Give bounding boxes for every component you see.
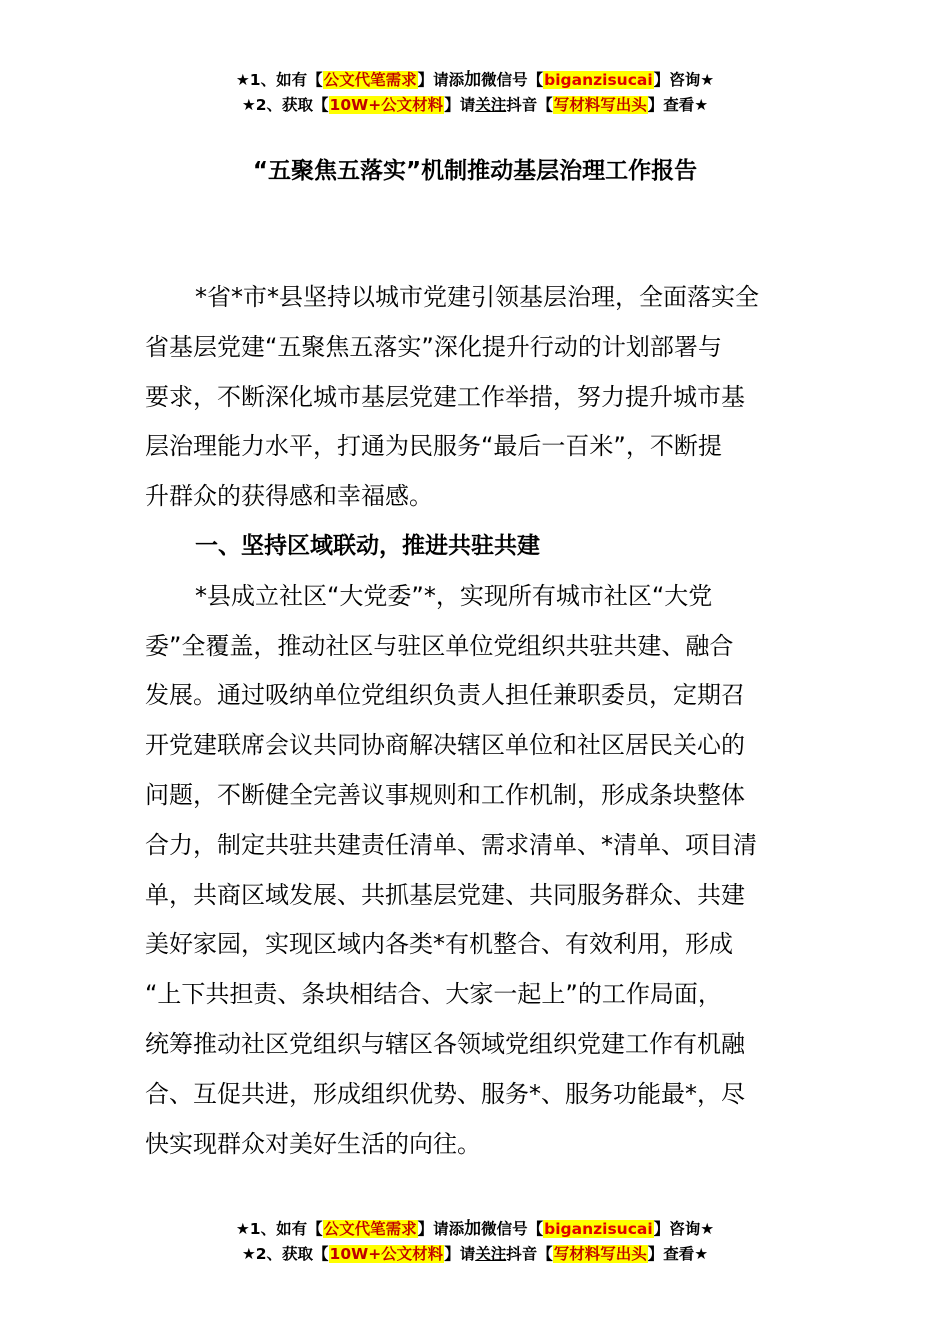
highlight-service: 公文代笔需求	[323, 71, 417, 89]
banner-text: 】请添	[417, 71, 465, 89]
banner-text: 】请	[444, 96, 476, 114]
banner-text: 】咨询★	[653, 71, 715, 89]
paragraph-line: 快实现群众对美好生活的向往。	[145, 1129, 481, 1158]
paragraph-line: “上下共担责、条块相结合、大家一起上”的工作局面，	[145, 980, 722, 1009]
paragraph-line: 单，共商区域发展、共抓基层党建、共同服务群众、共建	[145, 880, 745, 909]
paragraph-line: 美好家园，实现区域内各类*有机整合、有效利用，形成	[145, 930, 733, 959]
banner-text: 关注	[475, 96, 507, 114]
highlight-douyin: 写材料写出头	[553, 96, 647, 114]
paragraph-line: 问题，不断健全完善议事规则和工作机制，形成条块整体	[145, 780, 745, 809]
banner-text: ★2、获取【	[241, 1245, 329, 1263]
banner-text: 抖音【	[506, 1245, 553, 1263]
paragraph-line: *省*市*县坚持以城市党建引领基层治理，全面落实全	[195, 283, 759, 311]
paragraph-line: 发展。通过吸纳单位党组织负责人担任兼职委员，定期召	[145, 681, 745, 710]
banner-text: ★2、获取【	[241, 96, 329, 114]
highlight-materials: 10W+公文材料	[329, 1245, 444, 1263]
paragraph-line: 升群众的获得感和幸福感。	[145, 482, 433, 511]
highlight-materials: 10W+公文材料	[329, 96, 444, 114]
highlight-service: 公文代笔需求	[323, 1220, 417, 1238]
paragraph-line: *县成立社区“大党委”*，实现所有城市社区“大党	[195, 581, 713, 610]
paragraph-section1	[145, 572, 807, 1170]
banner-text: 微信号【	[481, 1220, 544, 1238]
paragraph-line: 合力，制定共驻共建责任清单、需求清单、*清单、项目清	[145, 830, 757, 859]
paragraph-intro	[145, 273, 807, 522]
banner-text: 抖音【	[506, 96, 553, 114]
paragraph-line: 层治理能力水平，打通为民服务“最后一百米”，不断提	[145, 432, 722, 461]
banner-line-1	[0, 1217, 950, 1242]
banner-text: 】请	[444, 1245, 476, 1263]
document-body	[145, 273, 807, 1169]
banner-line-1	[0, 68, 950, 93]
banner-text: ★1、如有【	[235, 71, 323, 89]
paragraph-line: 开党建联席会议共同协商解决辖区单位和社区居民关心的	[145, 731, 745, 760]
banner-text: 微信号【	[481, 71, 544, 89]
paragraph-line: 合、互促共进，形成组织优势、服务*、服务功能最*，尽	[145, 1079, 745, 1108]
paragraph-line: 统筹推动社区党组织与辖区各领域党组织党建工作有机融	[145, 1029, 745, 1058]
banner-text: 】咨询★	[653, 1220, 715, 1238]
paragraph-line: 要求，不断深化城市基层党建工作举措，努力提升城市基	[145, 382, 745, 411]
highlight-wechat-id: biganzisucai	[544, 1220, 653, 1238]
banner-text: 加	[464, 70, 482, 90]
banner-line-2	[0, 93, 950, 118]
banner-text: 】查看★	[647, 1245, 709, 1263]
bottom-banner	[0, 1217, 950, 1267]
banner-text: 】请添	[417, 1220, 465, 1238]
paragraph-line: 省基层党建“五聚焦五落实”深化提升行动的计划部署与	[145, 332, 722, 361]
banner-text: 】查看★	[647, 96, 709, 114]
highlight-wechat-id: biganzisucai	[544, 71, 653, 89]
document-title: “五聚焦五落实”机制推动基层治理工作报告	[252, 158, 698, 184]
banner-line-2	[0, 1242, 950, 1267]
highlight-douyin: 写材料写出头	[553, 1245, 647, 1263]
banner-text: 关注	[475, 1245, 507, 1263]
banner-text: 加	[464, 1219, 482, 1239]
top-banner	[0, 68, 950, 118]
section-heading: 一、坚持区域联动，推进共驻共建	[195, 532, 540, 559]
paragraph-line: 委”全覆盖，推动社区与驻区单位党组织共驻共建、融合	[145, 631, 734, 660]
banner-text: ★1、如有【	[235, 1220, 323, 1238]
